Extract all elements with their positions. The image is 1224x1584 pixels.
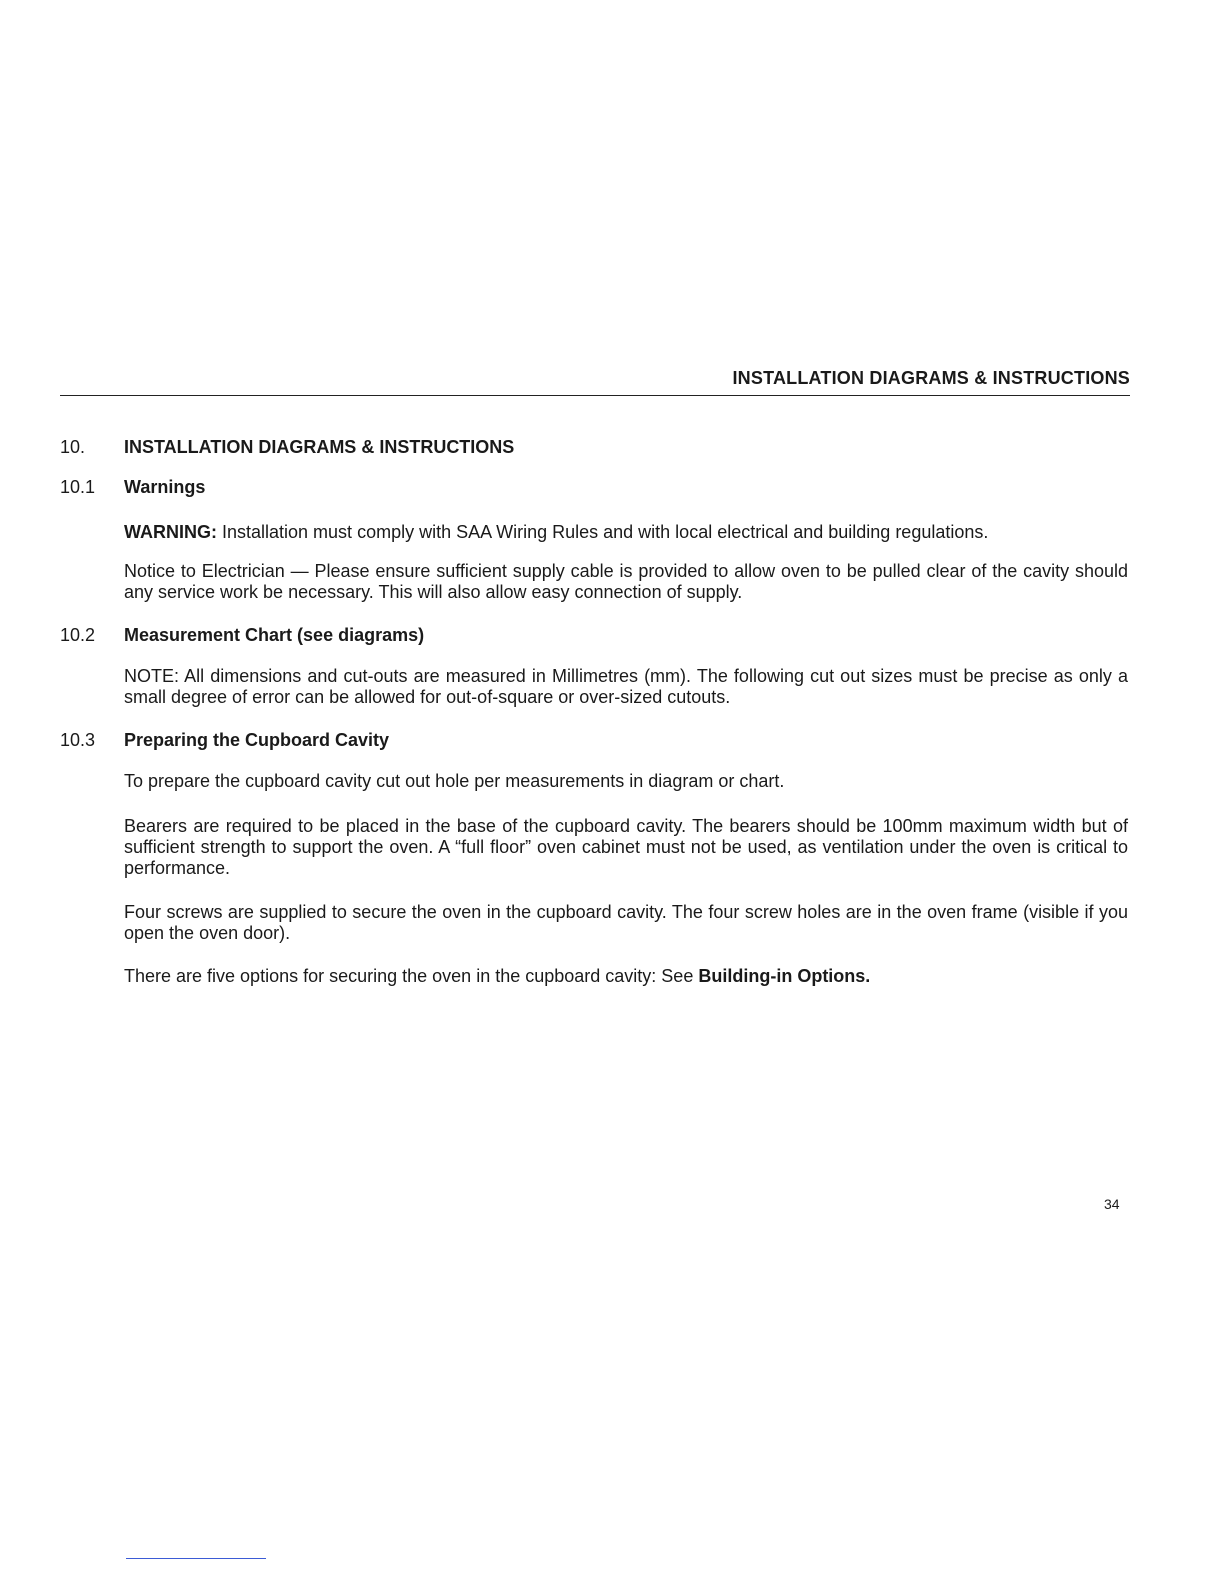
securing-options-text: There are five options for securing the oven in the cupboard cavity: See — [124, 966, 699, 986]
running-header: INSTALLATION DIAGRAMS & INSTRUCTIONS — [732, 368, 1130, 388]
subsection-title-preparing-cavity: Preparing the Cupboard Cavity — [124, 730, 390, 750]
building-in-options-reference: Building-in Options. — [698, 966, 871, 986]
subsection-number-10-3: 10.3 — [60, 730, 96, 750]
securing-options-paragraph — [124, 966, 1128, 987]
measurement-note-paragraph: NOTE: All dimensions and cut-outs are measured in Millimetres (mm). The following cut out sizes must be precise as only a small degree of error can be allowed for out-of-square or over-sized cutouts. — [124, 666, 1128, 707]
screws-paragraph: Four screws are supplied to secure the oven in the cupboard cavity. The four screw holes are in the oven frame (visible if you open the oven door). — [124, 902, 1128, 943]
section-number: 10. — [60, 437, 86, 457]
header-rule — [60, 395, 1130, 396]
prepare-cutout-paragraph: To prepare the cupboard cavity cut out hole per measurements in diagram or chart. — [124, 771, 785, 791]
subsection-number-10-1: 10.1 — [60, 477, 96, 497]
footer-rule — [126, 1558, 266, 1559]
warning-text: Installation must comply with SAA Wiring Rules and with local electrical and building regulations. — [217, 522, 989, 542]
subsection-title-warnings: Warnings — [124, 477, 206, 497]
electrician-notice-paragraph: Notice to Electrician — Please ensure sufficient supply cable is provided to allow oven to be pulled clear of the cavity should any service work be necessary. This will also allow easy connection of supply. — [124, 561, 1128, 602]
section-title: INSTALLATION DIAGRAMS & INSTRUCTIONS — [124, 437, 515, 457]
subsection-title-measurement-chart: Measurement Chart (see diagrams) — [124, 625, 425, 645]
warning-lead: WARNING: — [124, 522, 217, 542]
warning-paragraph — [124, 522, 1128, 543]
bearers-paragraph: Bearers are required to be placed in the base of the cupboard cavity. The bearers should be 100mm maximum width but of sufficient strength to support the oven. A “full floor” oven cabinet must not be used, as ventilation under the oven is critical to performance. — [124, 816, 1128, 878]
page-number: 34 — [1104, 1196, 1120, 1212]
subsection-number-10-2: 10.2 — [60, 625, 96, 645]
